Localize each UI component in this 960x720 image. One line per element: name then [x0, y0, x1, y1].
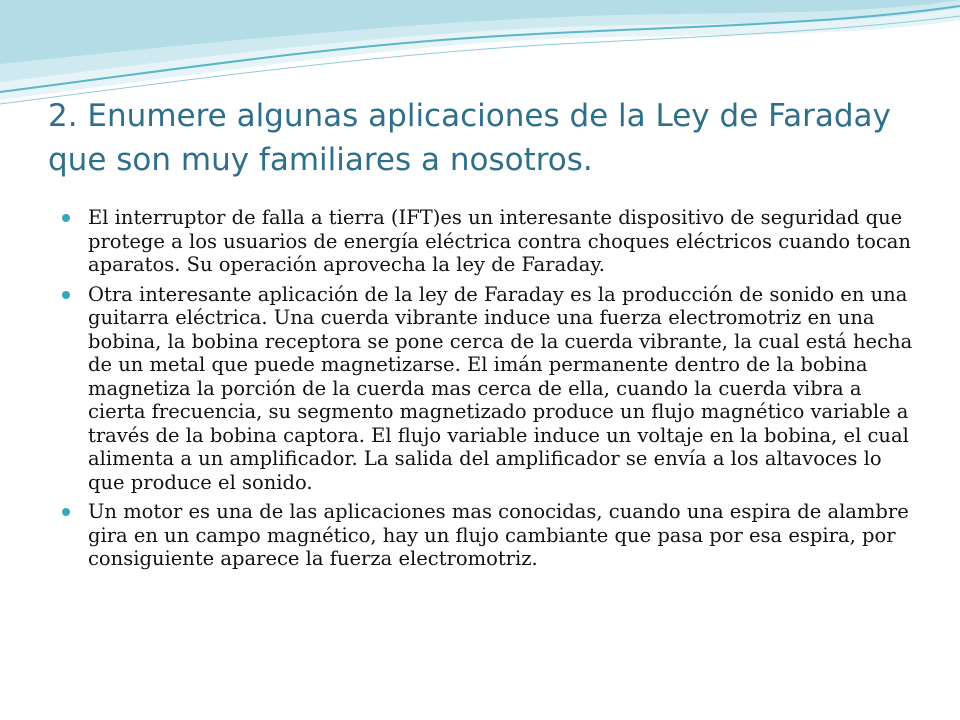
bullet-dot-icon [62, 214, 70, 222]
bullet-dot-icon [62, 291, 70, 299]
bullet-item [60, 206, 920, 277]
bullet-text: Otra interesante aplicación de la ley de Faraday es la producción de sonido en una guitarra eléctrica. Una cuerda vibrante induce una fuerza electromotriz en una bobina, la bobina receptora se pone cerca de la cuerda vibrante, la cual está hecha de un metal que puede magnetizarse. El imán permanente dentro de la bobina magnetiza la porción de la cuerda mas cerca de ella, cuando la cuerda vibra a cierta frecuencia, su segmento magnetizado produce un flujo magnético variable a través de la bobina captora. El flujo variable induce un voltaje en la bobina, el cual alimenta a un amplificador. La salida del amplificador se envía a los altavoces lo que produce el sonido. [88, 282, 913, 494]
bullet-list [60, 206, 920, 577]
bullet-text: Un motor es una de las aplicaciones mas conocidas, cuando una espira de alambre gira en un campo magnético, hay un flujo cambiante que pasa por esa espira, por consiguiente aparece la fuerza electromotriz. [88, 500, 909, 570]
bullet-item [60, 283, 920, 495]
slide-title: 2. Enumere algunas aplicaciones de la Ley de Faraday que son muy familiares a nosotros. [48, 98, 891, 178]
bullet-item [60, 500, 920, 571]
bullet-text: El interruptor de falla a tierra (IFT)es un interesante dispositivo de seguridad que protege a los usuarios de energía eléctrica contra choques eléctricos cuando tocan aparatos. Su operación aprovecha la ley de Faraday. [88, 206, 911, 276]
bullet-dot-icon [62, 508, 70, 516]
